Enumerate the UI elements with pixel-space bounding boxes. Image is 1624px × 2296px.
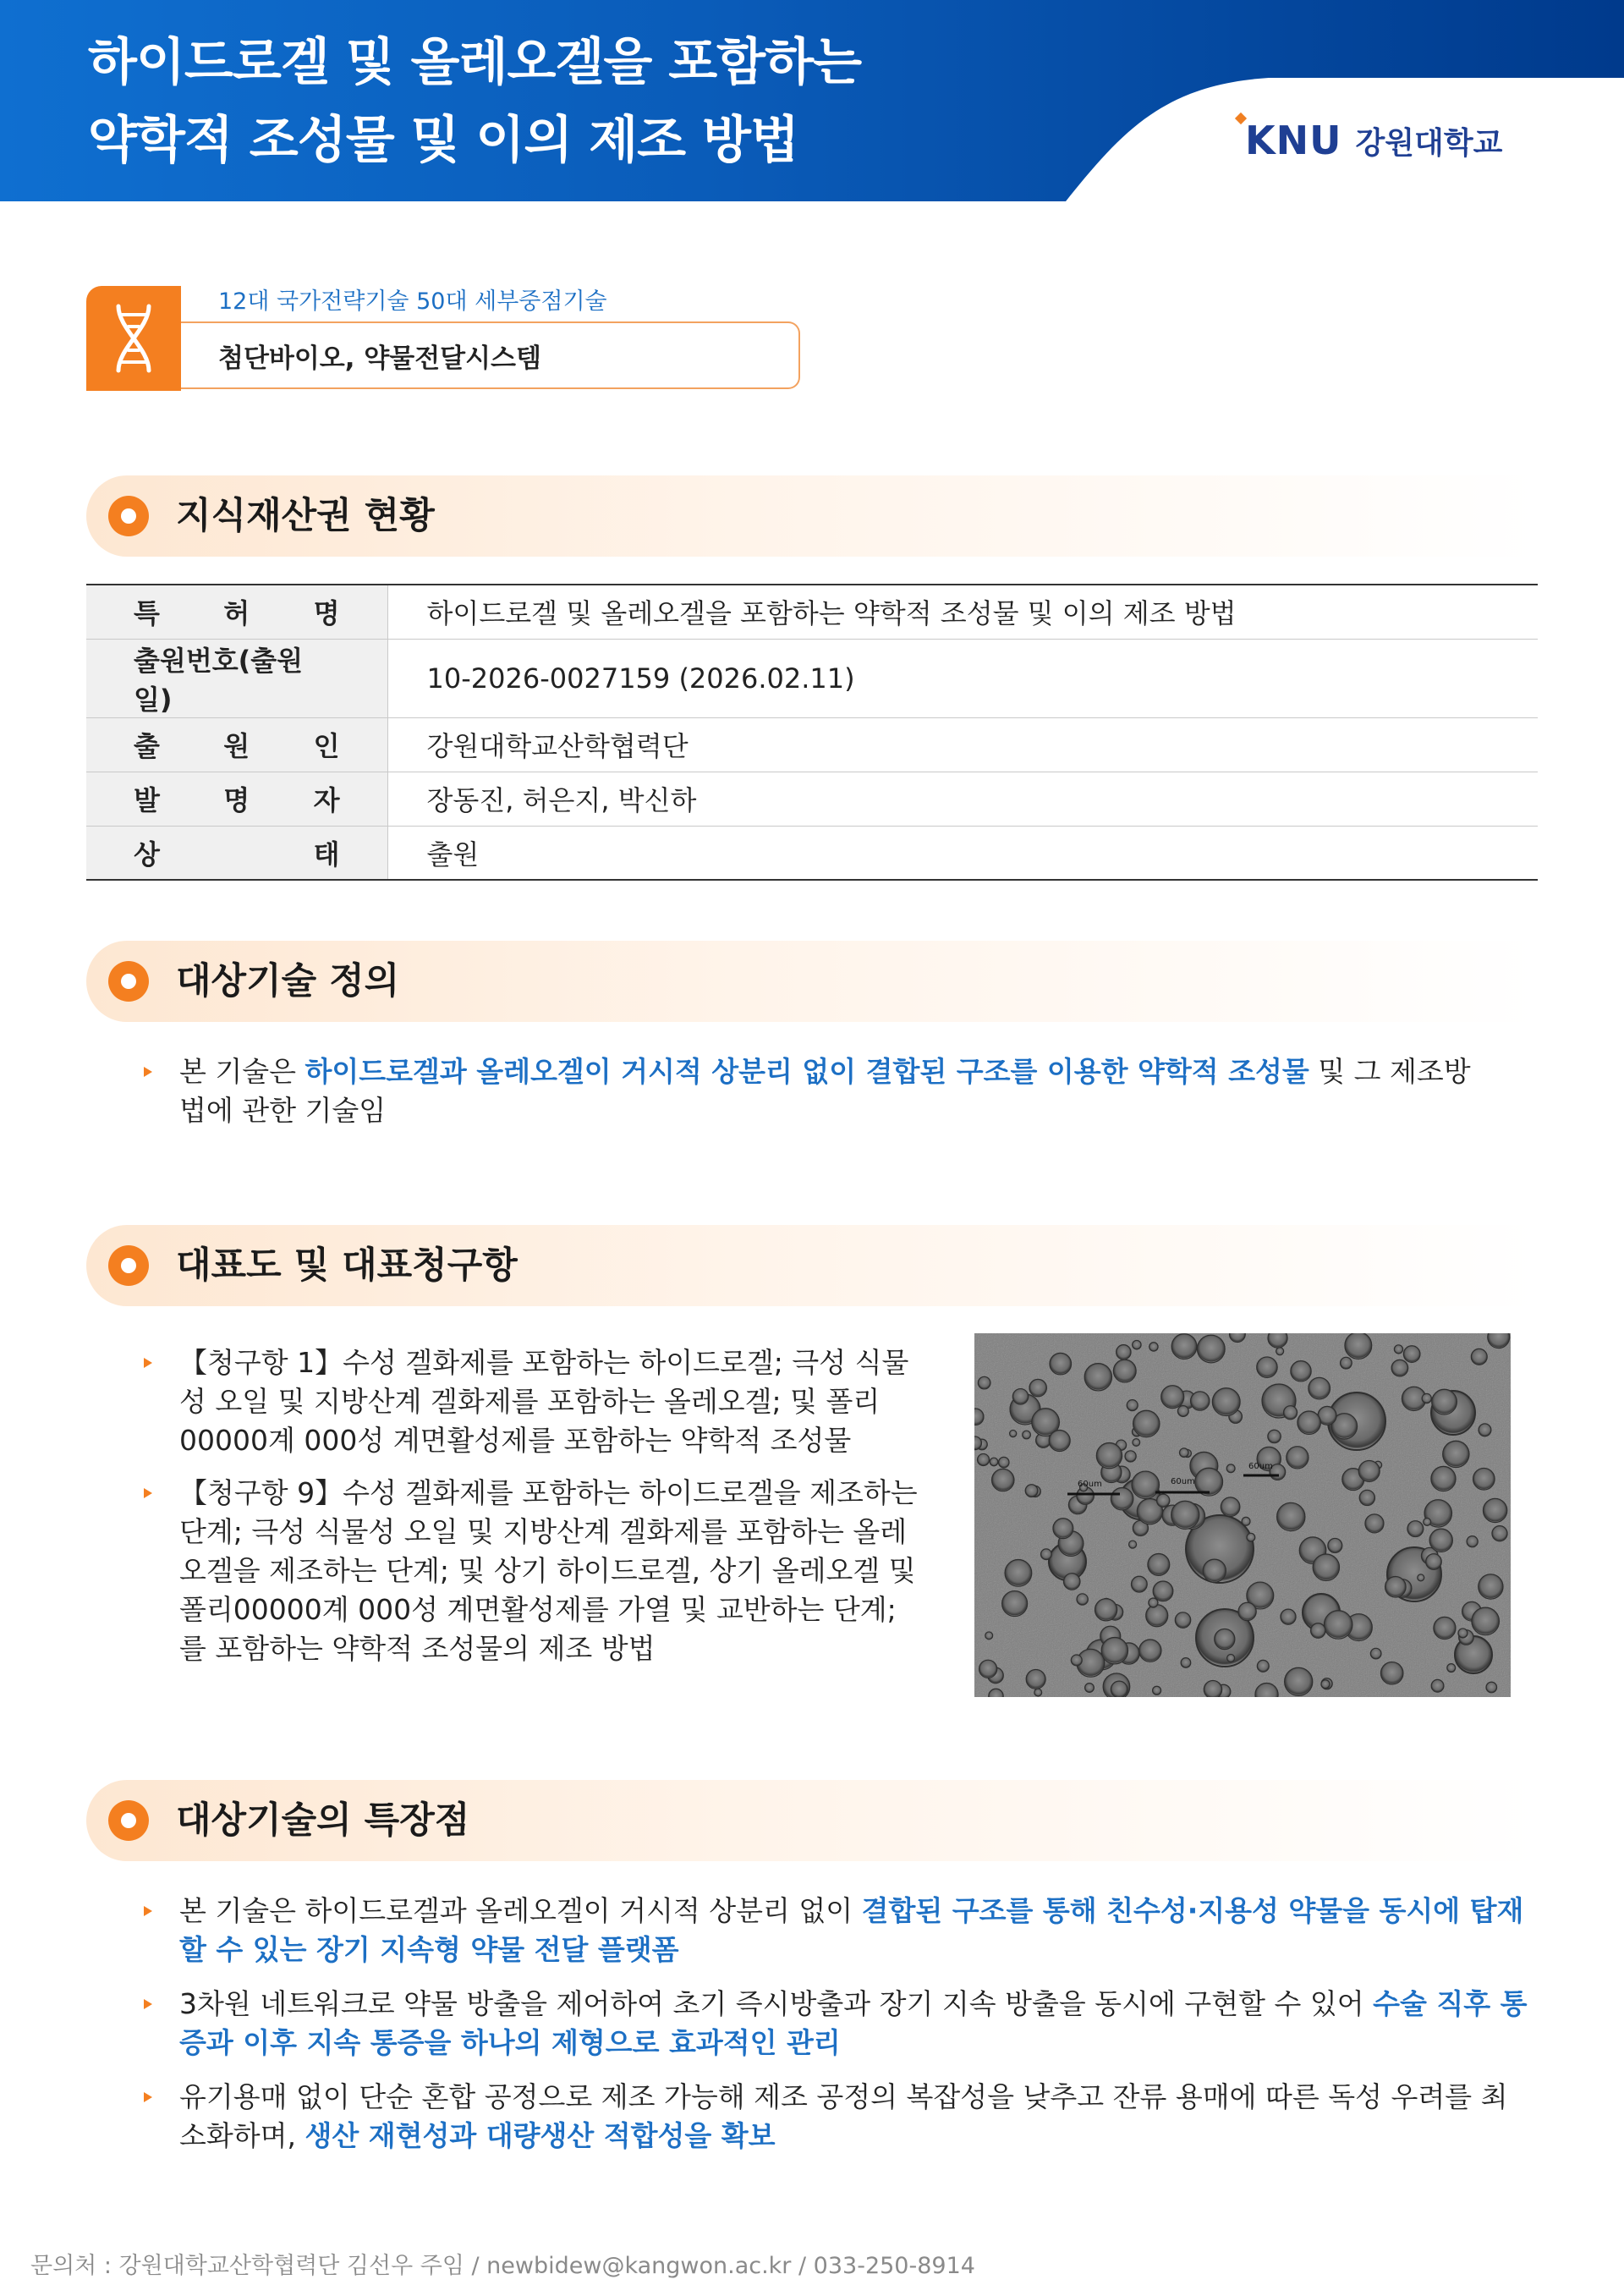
micrograph-droplet — [1153, 1686, 1161, 1695]
micrograph-droplet — [1285, 1667, 1313, 1695]
micrograph-droplet — [1345, 1333, 1372, 1359]
micrograph-droplet — [1131, 1576, 1147, 1592]
micrograph-droplet — [985, 1632, 993, 1640]
micrograph-droplet — [1227, 1655, 1235, 1662]
micrograph-droplet — [1365, 1514, 1384, 1533]
ip-status-table — [86, 584, 1538, 881]
category-box — [181, 321, 800, 389]
section-header-definition — [86, 941, 1538, 1022]
section-title: 대상기술 정의 — [176, 960, 400, 1002]
micrograph-droplet — [1133, 1410, 1160, 1436]
micrograph-droplet — [1212, 1388, 1240, 1416]
micrograph-droplet — [1492, 1526, 1507, 1541]
micrograph-droplet — [979, 1660, 997, 1678]
micrograph-droplet — [1012, 1389, 1028, 1404]
micrograph-droplet — [1116, 1345, 1131, 1359]
table-row — [86, 639, 1538, 717]
micrograph-droplet — [1407, 1521, 1424, 1537]
logo-text: 강원대학교 — [1355, 125, 1503, 161]
micrograph-droplet — [1175, 1612, 1190, 1628]
micrograph-droplet — [1133, 1340, 1141, 1348]
micrograph-droplet — [1113, 1359, 1136, 1382]
micrograph-droplet — [1380, 1662, 1402, 1684]
bullet-arrow-icon — [144, 1906, 152, 1916]
micrograph-droplet — [1429, 1529, 1452, 1552]
micrograph-droplet — [1029, 1379, 1046, 1396]
micrograph-droplet — [1050, 1353, 1072, 1375]
micrograph-droplet — [1171, 1334, 1197, 1359]
claim-item: 【청구항 1】수성 겔화제를 포함하는 하이드로겔; 극성 식물성 오일 및 지방산계 겔화제를 포함하는 올레오겔; 및 폴리00000계 000성 계면활성제를 포함하는 약학적 조성물 — [144, 1343, 922, 1460]
micrograph-droplet — [1422, 1393, 1431, 1403]
scale-label: 60um — [1078, 1480, 1102, 1489]
micrograph-droplet — [1242, 1517, 1250, 1525]
micrograph-droplet — [1268, 1333, 1287, 1348]
scale-label: 60um — [1248, 1462, 1273, 1471]
micrograph-droplet — [1129, 1541, 1137, 1548]
section-bullet-icon — [108, 961, 149, 1002]
section-header-features — [86, 1780, 1538, 1861]
micrograph-droplet — [1394, 1345, 1402, 1354]
contact-footer: 문의처 : 강원대학교산학협력단 김선우 주임 / newbidew@kangwon.ac.kr / 033-250-8914 — [30, 2253, 975, 2279]
micrograph-droplet — [1111, 1487, 1133, 1509]
micrograph-droplet — [1085, 1684, 1095, 1693]
knu-logo — [1245, 113, 1502, 168]
micrograph-droplet — [1203, 1559, 1226, 1582]
section-bullet-icon — [108, 496, 149, 536]
claim-item: 【청구항 9】수성 겔화제를 포함하는 하이드로겔을 제조하는 단계; 극성 식물성 오일 및 지방산계 겔화제를 포함하는 올레오겔을 제조하는 단계; 및 상기 하이드로겔, 상기 올레오겔 및 폴리00000계 000성 계면활성제를 가열 및 교반하는 단계;를 포함하는 약학적 조성물의 제조 방법 — [144, 1474, 922, 1668]
micrograph-droplet — [1149, 1343, 1158, 1351]
page-title-line2: 약학적 조성물 및 이의 제조 방법 — [88, 111, 798, 170]
table-value-cell: 10-2026-0027159 (2026.02.11) — [387, 639, 1538, 717]
micrograph-droplet — [1005, 1559, 1032, 1586]
micrograph-droplet — [1473, 1468, 1495, 1490]
micrograph-droplet — [1313, 1554, 1339, 1580]
micrograph-droplet — [1424, 1518, 1431, 1525]
micrograph-droplet — [978, 1453, 990, 1465]
micrograph-droplet — [1071, 1655, 1082, 1666]
micrograph-droplet — [992, 1469, 1014, 1491]
micrograph-droplet — [1281, 1609, 1296, 1624]
micrograph-droplet — [1177, 1406, 1188, 1417]
page-title — [88, 24, 1018, 179]
micrograph-droplet — [1341, 1357, 1352, 1369]
micrograph-droplet — [1432, 1389, 1457, 1414]
micrograph-droplet — [1025, 1485, 1038, 1497]
micrograph-droplet — [1483, 1498, 1506, 1522]
micrograph-droplet — [1148, 1554, 1170, 1576]
micrograph-droplet — [1328, 1538, 1342, 1552]
micrograph-droplet — [1403, 1346, 1420, 1363]
micrograph-droplet — [1149, 1598, 1158, 1607]
micrograph-droplet — [1458, 1629, 1468, 1638]
micrograph-droplet — [1391, 1359, 1408, 1376]
micrograph-droplet — [1127, 1400, 1138, 1411]
micrograph-droplet — [1077, 1594, 1088, 1605]
micrograph-droplet — [1101, 1638, 1127, 1664]
micrograph-droplet — [1146, 1605, 1168, 1627]
micrograph-droplet — [1157, 1494, 1170, 1507]
micrograph-droplet — [1467, 1536, 1478, 1547]
micrograph-droplet — [1443, 1441, 1469, 1467]
table-value-cell: 장동진, 허은지, 박신하 — [387, 772, 1538, 826]
table-label-cell: 출 원 인 — [86, 717, 387, 772]
table-row — [86, 585, 1538, 639]
micrograph-droplet — [1359, 1490, 1374, 1505]
micrograph-droplet — [1311, 1623, 1325, 1638]
micrograph-droplet — [1486, 1682, 1497, 1693]
definition-highlight: 하이드로겔과 올레오겔이 거시적 상분리 없이 결합된 구조를 이용한 약학적 조성물 — [304, 1055, 1309, 1088]
micrograph-droplet — [1471, 1348, 1487, 1365]
micrograph-droplet — [1276, 1348, 1284, 1355]
bullet-arrow-icon — [144, 1999, 152, 2009]
micrograph-droplet — [1171, 1501, 1199, 1529]
micrograph-droplet — [1191, 1392, 1210, 1410]
table-label-cell: 발 명 자 — [86, 772, 387, 826]
table-value-cell: 강원대학교산학협력단 — [387, 717, 1538, 772]
section-bullet-icon — [108, 1800, 149, 1841]
micrograph-droplet — [1238, 1602, 1256, 1620]
micrograph-droplet — [1125, 1451, 1136, 1462]
category-subtitle: 12대 국가전략기술 50대 세부중점기술 — [218, 288, 607, 315]
section-header-ip — [86, 475, 1538, 557]
table-label-cell: 상 태 — [86, 826, 387, 880]
table-label-cell: 출원번호(출원일) — [86, 639, 387, 717]
micrograph-droplet — [1215, 1629, 1235, 1649]
micrograph-droplet — [1139, 1640, 1161, 1662]
micrograph-droplet — [1197, 1335, 1225, 1363]
micrograph-droplet — [1434, 1617, 1456, 1639]
micrograph-droplet — [1204, 1680, 1221, 1697]
micrograph-droplet — [1023, 1431, 1031, 1439]
micrograph-droplet — [1095, 1599, 1116, 1621]
micrograph-droplet — [1132, 1471, 1159, 1498]
section-title: 지식재산권 현황 — [176, 495, 435, 537]
micrograph-droplet — [1447, 1664, 1456, 1673]
micrograph-droplet — [1358, 1460, 1380, 1481]
bullet-arrow-icon — [144, 1358, 152, 1368]
micrograph-droplet — [1385, 1577, 1407, 1598]
micrograph-droplet — [1226, 1464, 1235, 1473]
category-label: 첨단바이오, 약물전달시스템 — [218, 343, 541, 374]
micrograph-droplet — [1180, 1448, 1189, 1458]
micrograph-droplet — [1479, 1424, 1491, 1436]
table-row — [86, 826, 1538, 880]
micrograph-droplet — [1277, 1502, 1305, 1530]
page-title-line1: 하이드로겔 및 올레오겔을 포함하는 — [88, 33, 862, 92]
bullet-arrow-icon — [144, 1488, 152, 1498]
feature-item: 유기용매 없이 단순 혼합 공정으로 제조 가능해 제조 공정의 복잡성을 낮추고 잔류 용매에 따른 독성 우려를 최소화하며, 생산 재현성과 대량생산 적합성을 확보 — [144, 2078, 1531, 2156]
section-title: 대표도 및 대표청구항 — [176, 1244, 518, 1287]
section-title: 대상기술의 특장점 — [176, 1799, 470, 1842]
micrograph-droplet — [1418, 1574, 1424, 1581]
micrograph-droplet — [1084, 1364, 1111, 1391]
micrograph-droplet — [1221, 1497, 1240, 1517]
logo-mark: KNU — [1245, 118, 1342, 163]
micrograph-droplet — [1321, 1680, 1330, 1689]
micrograph-droplet — [1063, 1574, 1079, 1590]
micrograph-droplet — [1479, 1574, 1503, 1599]
micrograph-droplet — [1431, 1679, 1444, 1692]
micrograph-droplet — [999, 1457, 1010, 1468]
table-value-cell: 하이드로겔 및 올레오겔을 포함하는 약학적 조성물 및 이의 제조 방법 — [426, 597, 1237, 630]
micrograph-droplet — [990, 1458, 998, 1466]
micrograph-droplet — [1257, 1357, 1277, 1377]
table-value-cell: 출원 — [387, 826, 1538, 880]
header-banner — [0, 0, 1624, 201]
micrograph-droplet — [1133, 1439, 1140, 1447]
micrograph-droplet — [1026, 1669, 1045, 1689]
dna-icon — [110, 303, 157, 374]
micrograph-droplet — [1324, 1611, 1352, 1639]
table-label-cell: 특 허 명 — [86, 585, 387, 639]
feature-item: 3차원 네트워크로 약물 방출을 제어하여 초기 즉시방출과 장기 지속 방출을 동시에 구현할 수 있어 수술 직후 통증과 이후 지속 통증을 하나의 제형으로 효과적인 관리 — [144, 1985, 1531, 2063]
table-row — [86, 772, 1538, 826]
micrograph-droplet — [1247, 1533, 1255, 1541]
micrograph-droplet — [1053, 1519, 1073, 1539]
micrograph-droplet — [1431, 1466, 1456, 1491]
feature-item: 본 기술은 하이드로겔과 올레오겔이 거시적 상분리 없이 결합된 구조를 통해 친수성·지용성 약물을 동시에 탑재할 수 있는 장기 지속형 약물 전달 플랫폼 — [144, 1892, 1531, 1969]
micrograph-droplet — [1426, 1554, 1442, 1570]
micrograph-droplet — [978, 1376, 990, 1389]
micrograph-droplet — [1161, 1386, 1184, 1409]
micrograph-droplet — [1041, 1549, 1052, 1560]
bullet-arrow-icon — [144, 1067, 152, 1077]
micrograph-droplet — [1284, 1406, 1298, 1420]
category-icon-box — [86, 286, 181, 391]
micrograph-droplet — [1257, 1660, 1269, 1672]
table-row — [86, 717, 1538, 772]
micrograph-droplet — [1111, 1681, 1127, 1697]
micrograph-droplet — [1034, 1689, 1042, 1696]
micrograph-droplet — [1309, 1377, 1330, 1399]
representative-micrograph — [974, 1333, 1511, 1697]
scale-label: 60um — [1171, 1477, 1195, 1486]
micrograph-droplet — [1298, 1411, 1320, 1434]
section-header-claims — [86, 1225, 1538, 1306]
section-bullet-icon — [108, 1245, 149, 1286]
definition-text: 본 기술은 하이드로겔과 올레오겔이 거시적 상분리 없이 결합된 구조를 이용한 약학적 조성물 및 그 제조방법에 관한 기술임 — [144, 1052, 1480, 1130]
micrograph-droplet — [1370, 1648, 1381, 1659]
micrograph-droplet — [1002, 1591, 1028, 1617]
micrograph-droplet — [1010, 1430, 1017, 1436]
micrograph-droplet — [1153, 1581, 1173, 1601]
micrograph-droplet — [1181, 1658, 1191, 1668]
micrograph-droplet — [1287, 1447, 1309, 1469]
micrograph-droplet — [1472, 1607, 1500, 1635]
micrograph-droplet — [1096, 1442, 1122, 1468]
micrograph-droplet — [1268, 1430, 1281, 1442]
bullet-arrow-icon — [144, 2092, 152, 2102]
micrograph-droplet — [1291, 1361, 1311, 1381]
micrograph-droplet — [1049, 1430, 1070, 1451]
